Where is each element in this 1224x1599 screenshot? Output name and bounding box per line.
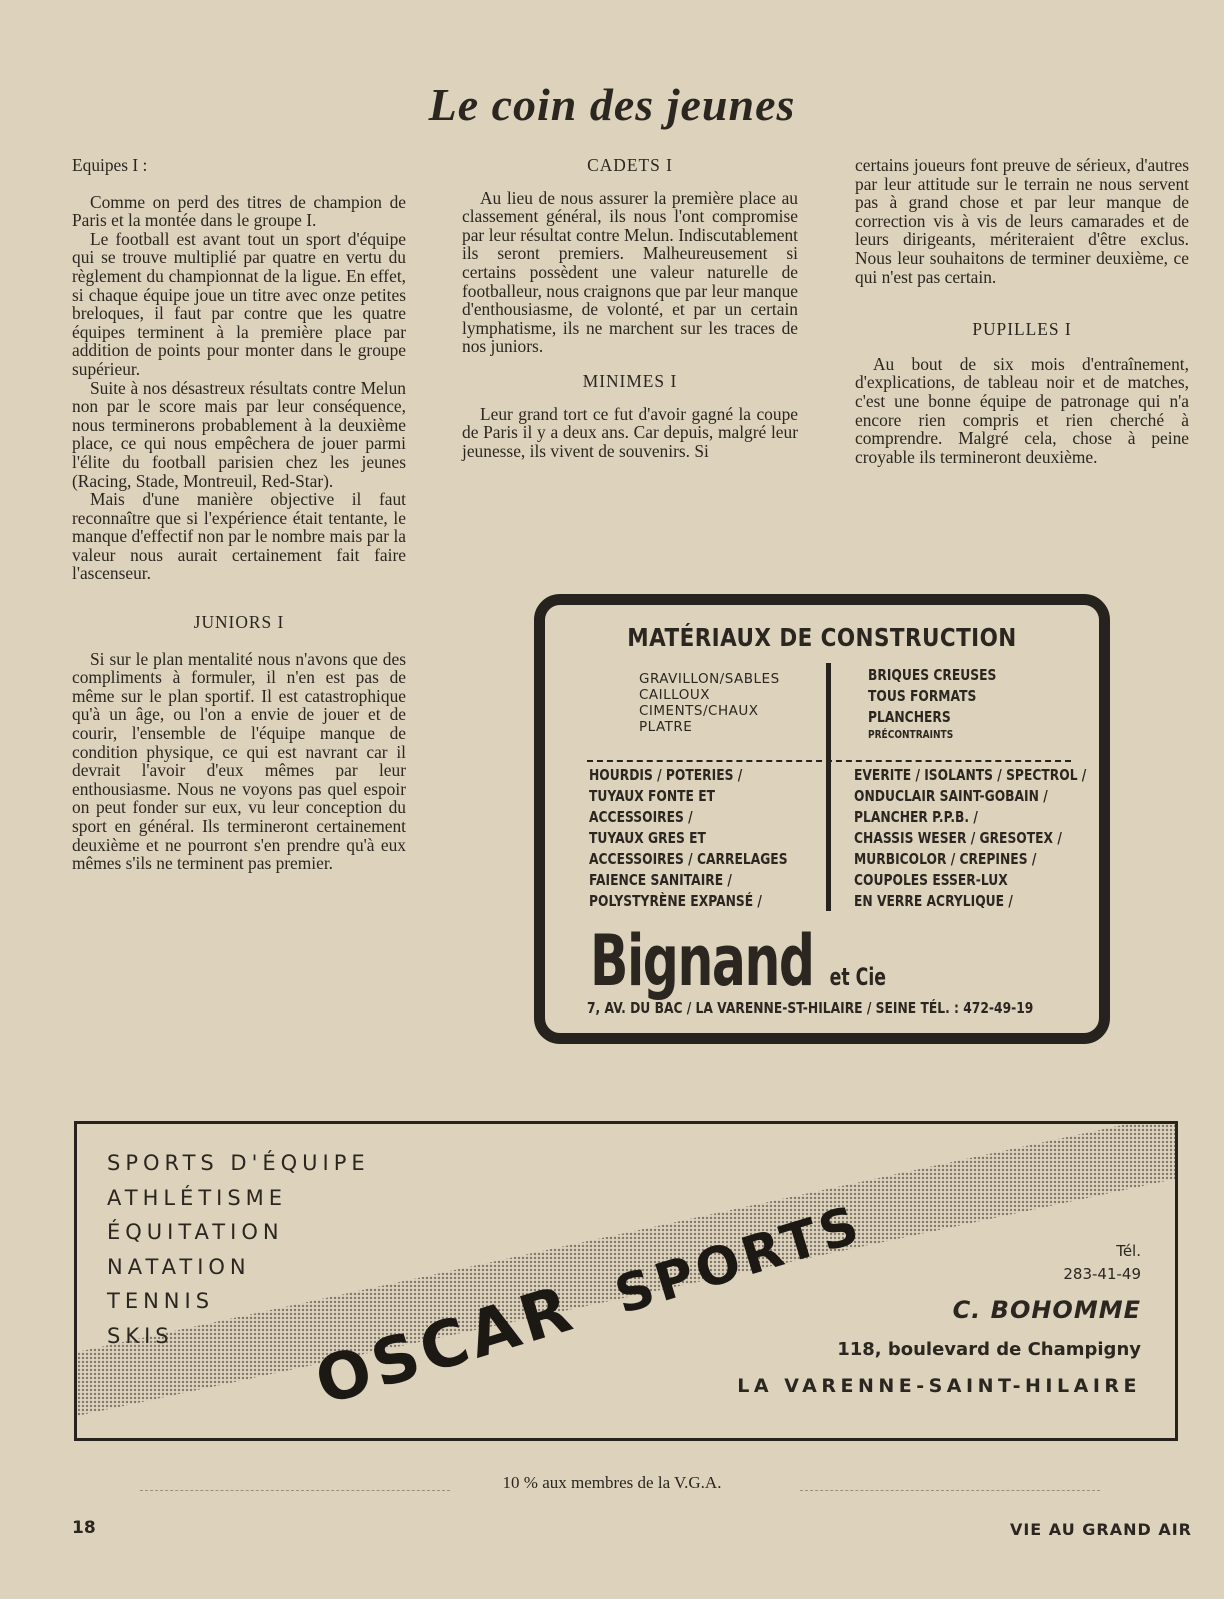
list-item: SKIS [107,1323,174,1348]
materials-list-3 [589,765,788,912]
list-item: ACCESSOIRES / [589,808,693,826]
equipes-heading: Equipes I : [72,155,148,175]
footnote: 10 % aux membres de la V.G.A. [502,1473,722,1492]
pupilles-heading: PUPILLES I [972,319,1072,340]
cadets-paragraph: Au lieu de nous assurer la première place au classement général, ils nous l'ont compromise par leur résultat contre Melun. Indiscutablement ils seront premiers. Malheureusement si certains possèdent une valeur naturelle de footballeur, nous craignons que par leur manque d'enthousiasme, de volonté, et par un certain lymphatisme, ils ne marchent sur les traces de nos juniors. [462,187,798,357]
col1-paragraph: Comme on perd des titres de champion de Paris et la montée dans le groupe I. [72,191,406,231]
column-2 [462,156,798,460]
column-3 [855,156,1189,466]
list-item: TUYAUX GRES ET [589,829,706,847]
brand-name: Bignand [590,920,814,1002]
phone-label: Tél. [1116,1242,1141,1260]
bignand-ad-title: MATÉRIAUX DE CONSTRUCTION [627,623,1017,652]
list-item: TENNIS [107,1289,215,1313]
col1-paragraph: Suite à nos désastreux résultats contre Melun non par le score mais par leur conséquence, nous terminerons probablement à la deuxième place, ce qui nous empêchera de jouer parmi l'élite du football parisien chez les jeunes (Racing, Stade, Montreuil, Red-Star). [72,377,406,491]
list-item: HOURDIS / POTERIES / [589,766,743,784]
list-item: NATATION [107,1254,251,1279]
ad-divider-dashed [587,760,1071,762]
list-item: GRAVILLON/SABLES [639,671,780,687]
list-item: TUYAUX FONTE ET [589,787,716,805]
logo-main: OSCAR [307,1271,584,1421]
list-item: PLANCHERS [868,708,951,726]
list-item: BRIQUES CREUSES [868,666,997,684]
col3-continuation: certains joueurs font preuve de sérieux, d'autres par leur attitude sur le terrain ne nous servent pas à grand chose et par leur manque de correction vis à vis de leurs camarades et de leurs dirigeants, mériteraient d'être exclus. Nous leur souhaitons de terminer deuxième, ce qui n'est pas certain. [855,155,1189,287]
materials-list-2 [868,665,996,742]
column-1 [72,156,406,873]
pupilles-paragraph: Au bout de six mois d'entraînement, d'explications, de tableau noir et de matches, c'est une bonne équipe de patronage qui n'a encore rien compris et rien cherché à comprendre. Malgré cela, chose à peine croyable ils termineront deuxième. [855,353,1189,467]
materials-list-4 [854,765,1086,912]
magazine-name: VIE AU GRAND AIR [1009,1520,1192,1539]
list-item: POLYSTYRÈNE EXPANSÉ / [589,892,762,910]
brand-suffix: et Cie [829,963,886,991]
list-item: TOUS FORMATS [868,687,977,705]
juniors-paragraph: Si sur le plan mentalité nous n'avons que des compliments à formuler, il n'en est pas de même sur le plan sportif. Il est catastrophique qu'à un âge, ou l'on a envie de jouer et de courir, l'ensemble de l'équipe manque de condition physique, ce qui est navrant car il devrait l'avoir d'eux mêmes par leur enthousiasme. Nous ne voyons pas quel espoir on peut fonder sur eux, vu leur conception du sport en général. Ils termineront certainement deuxième et ne pourront s'en prendre qu'à eux mêmes s'ils ne terminent pas premier. [72,648,406,874]
list-item: COUPOLES ESSER-LUX [854,871,1008,889]
list-item: PRÉCONTRAINTS [868,728,954,741]
list-item: CAILLOUX [639,687,710,703]
list-item: ACCESSOIRES / CARRELAGES [589,850,788,868]
sports-list [107,1146,370,1353]
col1-paragraph: Mais d'une manière objective il faut reconnaître que si l'expérience était tentante, le manque d'effectif non par le nombre mais par la valeur nous aurait certainement fait faire l'ascenseur. [72,489,406,584]
list-item: CIMENTS/CHAUX [639,703,759,719]
page-number: 18 [72,1518,96,1538]
ad-divider-vertical [826,663,831,911]
minimes-heading: MINIMES I [582,370,678,391]
list-item: PLATRE [639,719,693,735]
bignand-address: 7, AV. DU BAC / LA VARENNE-ST-HILAIRE / SEINE TÉL. : 472-49-19 [587,999,1034,1017]
list-item: SPORTS D'ÉQUIPE [107,1151,370,1175]
oscar-city: LA VARENNE-SAINT-HILAIRE [737,1375,1141,1397]
list-item: EN VERRE ACRYLIQUE / [854,892,1013,910]
materials-list-1 [639,671,780,735]
oscar-street: 118, boulevard de Champigny [837,1339,1141,1360]
list-item: MURBICOLOR / CREPINES / [854,850,1037,868]
logo-sub: SPORTS [608,1194,870,1327]
list-item: PLANCHER P.P.B. / [854,808,978,826]
list-item: CHASSIS WESER / GRESOTEX / [854,829,1062,847]
list-item: ÉQUITATION [107,1220,284,1244]
list-item: EVERITE / ISOLANTS / SPECTROL / [854,766,1087,784]
list-item: ONDUCLAIR SAINT-GOBAIN / [854,787,1048,805]
oscar-sports-ad [74,1121,1178,1441]
juniors-heading: JUNIORS I [193,612,285,633]
oscar-phone [1063,1240,1141,1286]
minimes-paragraph: Leur grand tort ce fut d'avoir gagné la coupe de Paris il y a deux ans. Car depuis, malgré leur jeunesse, ils vivent de souvenirs. Si [462,403,798,461]
bignand-brand-logo [590,920,886,1002]
phone-number: 283-41-49 [1063,1265,1141,1283]
list-item: FAIENCE SANITAIRE / [589,871,732,889]
bignand-ad [534,594,1110,1044]
list-item: ATHLÉTISME [107,1185,288,1210]
oscar-owner-name: C. BOHOMME [952,1296,1141,1324]
col1-paragraph: Le football est avant tout un sport d'équipe qui se trouve multiplié par quatre en vertu du règlement du championnat de la ligue. En effet, si chaque équipe joue un titre avec onze petites breloques, il faut par contre que les quatre équipes terminent à la première place par addition de points pour monter dans le groupe supérieur. [72,228,406,379]
cadets-heading: CADETS I [587,155,673,175]
page-title: Le coin des jeunes [428,79,796,130]
